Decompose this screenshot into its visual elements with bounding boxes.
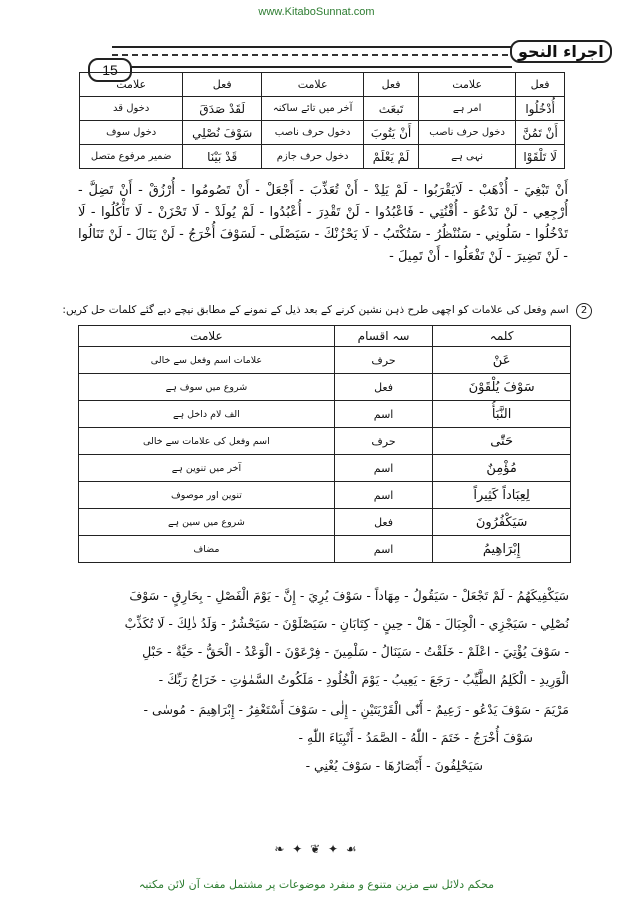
table-row — [80, 121, 565, 145]
table-cell: دخول سوف — [80, 121, 183, 145]
table-row — [79, 374, 571, 401]
table-cell: تنوین اور موصوف — [79, 482, 335, 509]
exercise-2-line: سَوْفَ أُخْرَجُ - خَتَمَ - اللّٰهُ - الصَّمَدُ - أَنْبِيَاءَ اللّٰهِ - — [298, 730, 533, 745]
exercise-2-line: - سَوْفَ يُؤْتِيَ - اعْلَمْ - خَلَقْتُ - سَيَنَالُ - سَلْمِينَ - فِرْعَوْنَ - الْوَعْدُ - الْحَقُّ - حَيَّةٌ - حَبْلِ — [142, 644, 569, 659]
table-cell: اسم — [334, 455, 432, 482]
footer-text: محکم دلائل سے مزین متنوع و منفرد موضوعات پر مشتمل مفت آن لائن مکتبہ — [138, 878, 495, 891]
table-cell: حرف — [334, 347, 432, 374]
exercise-2-line: مَرْيَمَ - سَوْفَ يَدْعُو - زَعِيمٌ - أَنّٰى الْقَرْيَتَيْنِ - إِلٰى - سَوْفَ أَسْتَغْفِرُ - إِبْرَاهِيمَ - مُوسٰى - — [143, 702, 569, 717]
word-classification-table — [78, 325, 571, 563]
table-row — [79, 509, 571, 536]
table-cell: حرف — [334, 428, 432, 455]
table-row — [80, 97, 565, 121]
exercise-1-text: أَنْ تَبْغِيَ - أُذْهَبْ - لَايَقْرَبُوا - لَمْ يَلِدْ - أَنْ تُعَذِّبَ - أَجْعَلْ - أَنْ تَصُومُوا - أُرْزُقْ - أَنْ تَضِلَّ - أُرْجِعِي - لَنْ نَدْعُوَ - أُقْنُتِي - فَاعْبُدُوا - لَنْ تَقْدِرَ - أُعْبُدُوا - لَمْ يُولَدْ - لَا تَحْزَنْ - لَا تَأْكُلُوا - لَا تَدْخُلُوا - سَلُونِي - سَنُنْظُرُ - سَتُكْتَبُ - لَا يَحْزُنْكَ - سَيَصْلَى - لَسَوْفَ أُخْرَجُ - لَنْ يَنَالَ - لَنْ تَنَالُوا - لَنْ تَضِيرَ - لَنْ تَفْعَلُوا - أَنْ تَمِيلَ - — [78, 183, 568, 264]
table-row — [79, 536, 571, 563]
table-row — [79, 428, 571, 455]
table-cell: آخر میں تنوین ہے — [79, 455, 335, 482]
table-cell: اسم — [334, 401, 432, 428]
table-cell: لَا تَلْقَوْا — [516, 145, 565, 169]
exercise-2-line: سَيَكْفِيكَهُمُ - لَمْ تَجْعَلْ - سَيَقُولُ - مِهَاداً - سَوْفَ يُرِيَ - إِنَّ - يَوْمَ الْفَصْلِ - بِحَارِقٍ - سَوْفَ — [129, 588, 569, 603]
table-cell: حَتّٰى — [433, 428, 571, 455]
column-header: فعل — [364, 73, 419, 97]
table-cell: تَبعَث — [364, 97, 419, 121]
table-cell: مضاف — [79, 536, 335, 563]
table-cell: الف لام داخل ہے — [79, 401, 335, 428]
table-cell: شروع میں سین ہے — [79, 509, 335, 536]
table-cell: آخر میں تائے ساکنہ — [262, 97, 364, 121]
instruction-line — [62, 302, 592, 319]
page-number: 15 — [88, 58, 132, 82]
table-cell: دخول قد — [80, 97, 183, 121]
table-row — [79, 455, 571, 482]
table-cell: سَوْفَ يُلْقَوْنَ — [433, 374, 571, 401]
table-cell: عَنْ — [433, 347, 571, 374]
table-cell: علامات اسم وفعل سے خالی — [79, 347, 335, 374]
table-cell: سَوْفَ نُصْلِي — [183, 121, 262, 145]
table-cell: دخول حرف ناصب — [262, 121, 364, 145]
verb-signs-table — [79, 72, 565, 169]
table-cell: ضمیر مرفوع متصل — [80, 145, 183, 169]
table-cell: النَّبَأُ — [433, 401, 571, 428]
table-cell: امر ہے — [418, 97, 515, 121]
exercise-2-line: نُصْلِي - سَيَجْزِي - الْجِبَالَ - هَلْ - حِينٍ - كِتَابَانِ - سَيَصْلَوْنَ - سَيَحْشُرُ - وَلَدُ ذٰلِكَ - لَا تُكَذِّبْ — [124, 616, 569, 631]
table-cell: أَنْ يَتُوبَ — [364, 121, 419, 145]
table-header-row — [80, 73, 565, 97]
footer-ornament: ❧ ✦ ❦ ✦ ☙ — [274, 842, 359, 856]
table-cell: فعل — [334, 374, 432, 401]
series-title: اجراء النحو — [510, 40, 612, 63]
table-cell: اسم وفعل کی علامات سے خالی — [79, 428, 335, 455]
table-cell: اسم — [334, 536, 432, 563]
site-url[interactable]: www.KitaboSunnat.com — [258, 6, 375, 18]
table-row — [79, 482, 571, 509]
table-cell: مُؤْمِنٌ — [433, 455, 571, 482]
column-header: علامت — [262, 73, 364, 97]
header-band — [112, 46, 512, 68]
column-header: سہ اقسام — [334, 326, 432, 347]
table-cell: إِبْرَاهِيمُ — [433, 536, 571, 563]
table-cell: اسم — [334, 482, 432, 509]
table-cell: دخول حرف ناصب — [418, 121, 515, 145]
table-cell: لِعِبَاداً كَثِيراً — [433, 482, 571, 509]
table-cell: نہی ہے — [418, 145, 515, 169]
instruction-text: اسم وفعل کی علامات کو اچھی طرح ذہن نشین کرنے کے بعد ذیل کے نمونے کے مطابق نیچے دیے گئے کلمات حل کریں: — [62, 304, 569, 316]
table-cell: شروع میں سوف ہے — [79, 374, 335, 401]
table-cell: دخول حرف جازم — [262, 145, 364, 169]
column-header: فعل — [516, 73, 565, 97]
table-row — [80, 145, 565, 169]
table-cell: قَدْ بَيْنَا — [183, 145, 262, 169]
table-cell: لَقَدْ صَدَقَ — [183, 97, 262, 121]
table-cell: سَيَكْفُرُونَ — [433, 509, 571, 536]
table-cell: لَمْ يَعْلَمْ — [364, 145, 419, 169]
table-cell: أُدْخُلُوا — [516, 97, 565, 121]
exercise-2-line: سَيَحْلِفُونَ - أَبْصَارُهَا - سَوْفَ يُغْنِي - — [305, 758, 483, 773]
table-cell: فعل — [334, 509, 432, 536]
table-row — [79, 347, 571, 374]
question-number: 2 — [576, 303, 592, 319]
column-header: کلمہ — [433, 326, 571, 347]
column-header: فعل — [183, 73, 262, 97]
table-header-row — [79, 326, 571, 347]
column-header: علامت — [418, 73, 515, 97]
exercise-2-line: الْوَرِيدِ - الْكَلِمُ الطَّيِّبُ - رَجَعَ - يَعِيبُ - يَوْمَ الْخُلُودِ - مَلَكُوتُ السَّمٰوٰتِ - خَرَاجُ رَبِّكَ - — [158, 672, 569, 687]
table-cell: أَنْ تَمُنَّ — [516, 121, 565, 145]
table-row — [79, 401, 571, 428]
column-header: علامت — [79, 326, 335, 347]
column-header: علامت — [80, 73, 183, 97]
